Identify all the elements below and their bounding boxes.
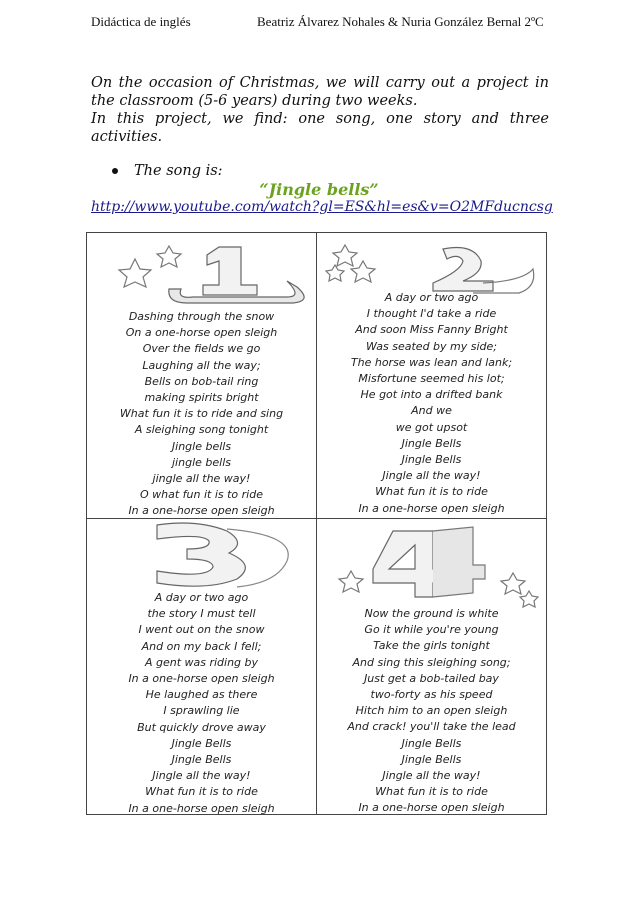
verse-line: O what fun it is to ride (139, 488, 263, 502)
header-authors: Beatriz Álvarez Nohales & Nuria González Bernal 2ºC (257, 14, 544, 29)
verse-line: And on my back I fell; (141, 639, 262, 653)
verse-line: Jingle Bells (401, 436, 462, 450)
verse-line: In a one-horse open sleigh (128, 504, 275, 518)
verse-line: I went out on the snow (138, 623, 265, 637)
intro-paragraph-2: In this project, we find: one song, one story and three activities. (91, 111, 549, 145)
verse-line: jingle bells (172, 455, 231, 469)
star-icon (157, 246, 181, 267)
verse-line: What fun it is to ride (375, 485, 488, 499)
verse-line: I sprawling lie (163, 704, 240, 718)
verse-line: A day or two ago (384, 291, 479, 304)
verse-line: I thought I'd take a ride (366, 307, 497, 321)
verse-line: He got into a drifted bank (360, 388, 503, 402)
verse-line: And soon Miss Fanny Bright (355, 323, 508, 337)
star-icon (520, 591, 538, 607)
verse-line: Jingle Bells (401, 736, 462, 750)
star-icon (326, 265, 344, 281)
verse-line: And sing this sleighing song; (352, 655, 511, 669)
verse-line: What fun it is to ride (375, 785, 488, 799)
verse-line: the story I must tell (147, 607, 256, 621)
verse-line: Bells on bob-tail ring (144, 374, 259, 388)
verse-1 (87, 309, 316, 520)
verse-line: What fun it is to ride and sing (119, 407, 284, 421)
intro-paragraph-1: On the occasion of Christmas, we will carry out a project in the classroom (5-6 years) during two weeks. (91, 75, 549, 109)
verse-line: jingle all the way! (152, 472, 251, 486)
verse-line: two-forty as his speed (370, 688, 493, 702)
verse-line: Just get a bob-tailed bay (364, 671, 499, 685)
verse-line: On a one-horse open sleigh (125, 326, 278, 340)
verse-line: we got upsot (395, 420, 468, 434)
verse-line: And crack! you'll take the lead (347, 720, 516, 734)
number-three-art (117, 521, 307, 591)
star-icon (501, 573, 525, 594)
intro-text (91, 74, 549, 146)
number-two-art (323, 241, 543, 295)
header-course: Didáctica de inglés (91, 14, 191, 29)
verse-line: In a one-horse open sleigh (358, 801, 505, 815)
verse-line: Jingle Bells (401, 752, 462, 766)
star-icon (339, 571, 363, 592)
star-icon (119, 259, 151, 287)
song-bullet-item (112, 163, 223, 179)
verse-line: Jingle Bells (401, 453, 462, 467)
verse-line: Now the ground is white (364, 607, 499, 620)
star-icon (333, 245, 357, 266)
verse-line: But quickly drove away (137, 720, 266, 734)
verse-line: In a one-horse open sleigh (358, 501, 505, 515)
number-four-art (323, 521, 545, 613)
verse-2 (317, 290, 546, 517)
verse-line: A day or two ago (154, 591, 249, 604)
verse-line: He laughed as there (145, 688, 258, 702)
verse-line: Misfortune seemed his lot; (358, 372, 505, 386)
verse-line: What fun it is to ride (145, 785, 258, 799)
verse-line: Jingle all the way! (382, 469, 481, 483)
page-header (91, 14, 571, 32)
verse-line: The horse was lean and lank; (350, 355, 513, 369)
verse-line: Jingle bells (171, 439, 232, 453)
verse-line: A sleighing song tonight (134, 423, 269, 437)
song-intro-label: The song is: (134, 163, 223, 179)
song-video-link[interactable]: http://www.youtube.com/watch?gl=ES&hl=es&v=O2MFducncsg (91, 199, 553, 215)
star-icon (351, 261, 375, 282)
verse-line: Dashing through the snow (128, 310, 275, 323)
verse-line: In a one-horse open sleigh (128, 801, 275, 815)
verse-line: Was seated by my side; (366, 339, 497, 353)
verse-line: In a one-horse open sleigh (128, 672, 275, 686)
verse-3 (87, 590, 316, 817)
song-title: “Jingle bells” (259, 180, 379, 199)
number-one-art (107, 241, 317, 311)
bullet-icon (112, 168, 118, 174)
verse-line: Over the fields we go (142, 342, 261, 356)
verse-line: Take the girls tonight (373, 639, 490, 653)
verse-line: Jingle Bells (171, 753, 232, 767)
verse-line: Laughing all the way; (142, 358, 261, 372)
verse-line: making spirits bright (144, 391, 259, 405)
verse-line: Jingle all the way! (382, 769, 481, 783)
verse-line: And we (411, 404, 452, 418)
verse-line: Hitch him to an open sleigh (355, 704, 508, 718)
verse-line: A gent was riding by (144, 655, 259, 669)
verse-line: Jingle all the way! (152, 769, 251, 783)
lyrics-grid (86, 232, 547, 815)
verse-line: Go it while you're young (364, 623, 499, 637)
verse-4 (317, 606, 546, 817)
verse-line: Jingle Bells (171, 736, 232, 750)
